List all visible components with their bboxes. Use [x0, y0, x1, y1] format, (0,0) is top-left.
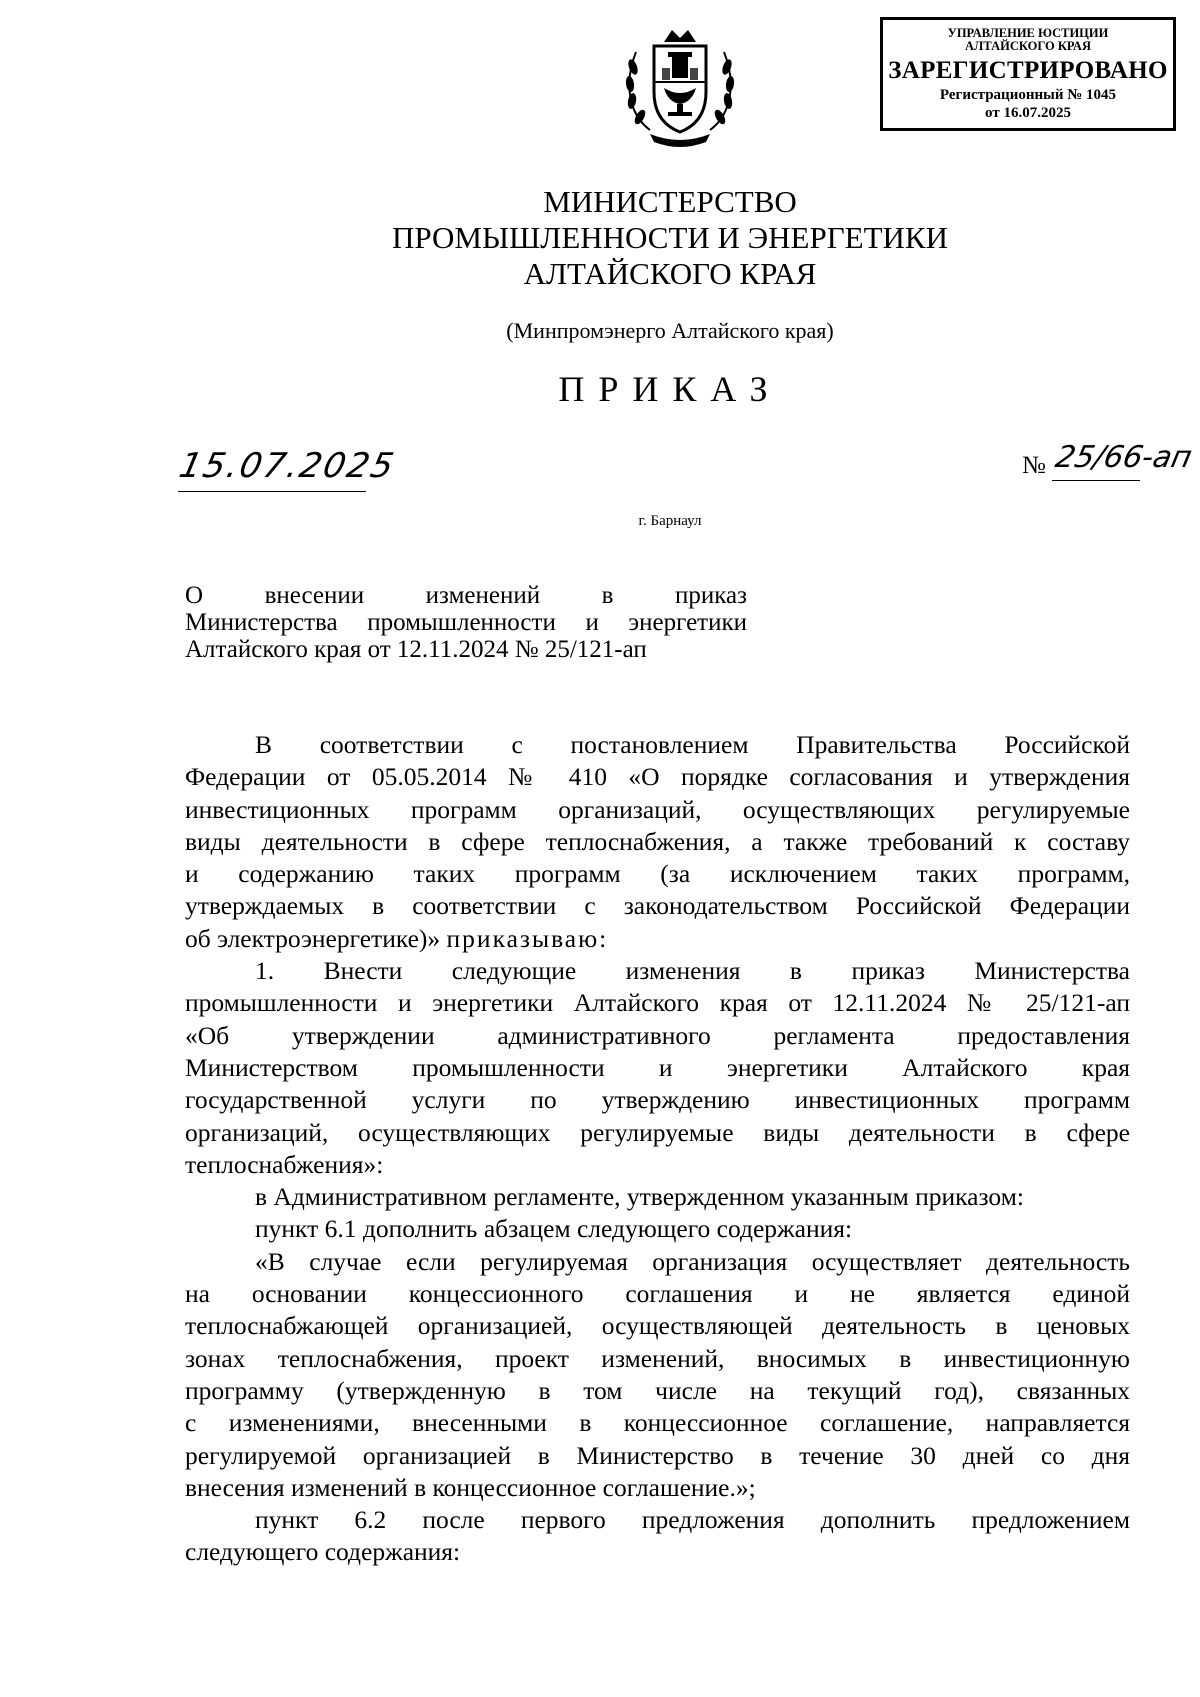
text-line: «Об утверждении административного регламента предоставления [185, 1020, 1130, 1050]
paragraph-preamble [185, 729, 1130, 955]
text-line: промышленности и энергетики Алтайского края от 12.11.2024 № 25/121-ап [185, 988, 1130, 1018]
text-fragment: об электроэнергетике)» [185, 923, 441, 953]
paragraph-quote [185, 1246, 1130, 1504]
registration-stamp [880, 17, 1176, 131]
coat-of-arms-icon [620, 22, 740, 152]
order-subject [185, 582, 747, 663]
ministry-name-line1: МИНИСТЕРСТВО [543, 184, 797, 219]
text-line: виды деятельности в сфере теплоснабжения, а также требований к составу [185, 826, 1130, 856]
ministry-name-line2: ПРОМЫШЛЕННОСТИ И ЭНЕРГЕТИКИ [392, 220, 948, 255]
text-line: в Административном регламенте, утвержденном указанным приказом: [255, 1182, 1024, 1212]
document-number-label: № [1022, 452, 1046, 479]
text-line: Федерации от 05.05.2014 № 410 «О порядке согласования и утверждения [185, 762, 1130, 792]
paragraph-clause-6-1 [185, 1213, 1130, 1245]
text-line: теплоснабжения»: [185, 1149, 384, 1179]
paragraph-clause-6-2 [185, 1504, 1130, 1569]
text-line: программу (утвержденную в том числе на текущий год), связанных [185, 1375, 1130, 1405]
stamp-status: ЗАРЕГИСТРИРОВАНО [888, 57, 1168, 84]
ministry-name-line3: АЛТАЙСКОГО КРАЯ [523, 256, 817, 291]
paragraph-item-1 [185, 955, 1130, 1181]
subject-line: Министерства промышленности и энергетики [185, 609, 747, 636]
date-underline [178, 491, 366, 492]
stamp-agency-line2: АЛТАЙСКОГО КРАЯ [965, 39, 1091, 53]
text-line: регулируемой организацией в Министерство в течение 30 дней со дня [185, 1440, 1130, 1470]
text-line: утверждаемых в соответствии с законодательством Российской Федерации [185, 891, 1130, 921]
order-keyword: приказываю: [446, 923, 609, 953]
number-underline [1052, 480, 1140, 481]
document-number: 25/66-ап [1052, 440, 1196, 475]
text-line: государственной услуги по утверждению инвестиционных программ [185, 1085, 1130, 1115]
text-line: Министерством промышленности и энергетики Алтайского края [185, 1052, 1130, 1082]
stamp-agency-line1: УПРАВЛЕНИЕ ЮСТИЦИИ [947, 26, 1109, 40]
text-line: теплоснабжающей организацией, осуществляющей деятельность в ценовых [185, 1311, 1130, 1341]
text-line: на основании концессионного соглашения и не является единой [185, 1279, 1130, 1309]
text-line [185, 923, 1130, 955]
text-line: В соответствии с постановлением Правительства Российской [255, 730, 1130, 759]
stamp-reg-date: от 16.07.2025 [985, 105, 1071, 121]
text-line: и содержанию таких программ (за исключением таких программ, [185, 859, 1130, 889]
paragraph-regulation [185, 1181, 1130, 1213]
document-type-title: ПРИКАЗ [558, 369, 782, 409]
document-date: 15.07.2025 [175, 446, 399, 486]
order-body [185, 729, 1130, 1569]
text-line: инвестиционных программ организаций, осуществляющих регулируемые [185, 794, 1130, 824]
text-line: зонах теплоснабжения, проект изменений, вносимых в инвестиционную [185, 1343, 1130, 1373]
text-line: пункт 6.1 дополнить абзацем следующего содержания: [255, 1214, 853, 1244]
text-line: с изменениями, внесенными в концессионное соглашение, направляется [185, 1408, 1130, 1438]
ministry-short-name: (Минпромэнерго Алтайского края) [506, 318, 834, 343]
city: г. Барнаул [638, 513, 702, 529]
text-line: организаций, осуществляющих регулируемые виды деятельности в сфере [185, 1117, 1130, 1147]
subject-line: Алтайского края от 12.11.2024 № 25/121-ап [185, 636, 647, 663]
text-line: 1. Внести следующие изменения в приказ Министерства [255, 956, 1130, 986]
text-line: внесения изменений в концессионное соглашение.»; [185, 1472, 756, 1502]
text-line: «В случае если регулируемая организация осуществляет деятельность [255, 1246, 1130, 1276]
text-line: пункт 6.2 после первого предложения дополнить предложением [255, 1505, 1130, 1535]
text-line: следующего содержания: [185, 1537, 461, 1567]
stamp-reg-number: Регистрационный № 1045 [939, 87, 1117, 103]
subject-line: О внесении изменений в приказ [185, 582, 747, 609]
